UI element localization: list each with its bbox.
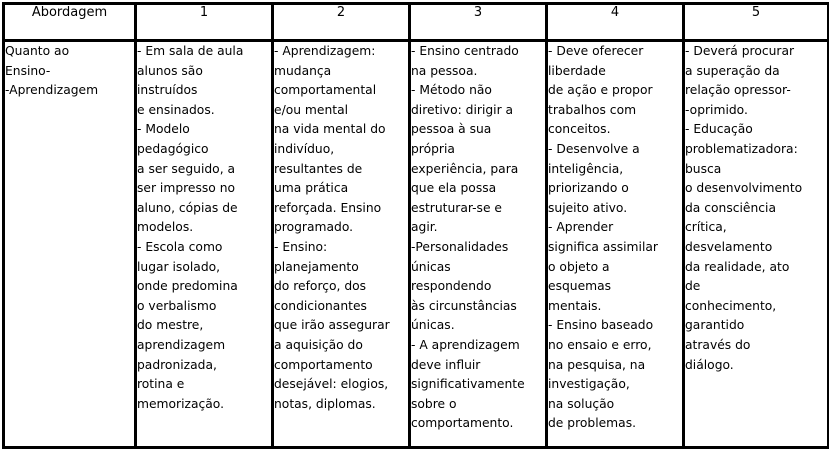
text-line: na pesquisa, na xyxy=(548,357,646,372)
text-line: na pessoa. xyxy=(411,63,478,78)
header-approach-1: 1 xyxy=(136,4,273,41)
approach-3-text xyxy=(411,42,545,434)
text-line: na solução xyxy=(548,396,615,411)
text-line: sobre o xyxy=(411,396,457,411)
text-line: a aquisição do xyxy=(274,337,363,352)
approach-2-cell xyxy=(273,41,410,448)
table-row xyxy=(4,41,829,448)
approach-1-cell xyxy=(136,41,273,448)
header-approach-3: 3 xyxy=(410,4,547,41)
text-line: - A aprendizagem xyxy=(411,337,520,352)
text-line: - Aprendizagem: xyxy=(274,44,376,58)
text-line: diretivo: dirigir a xyxy=(411,102,514,117)
text-line: ser impresso no xyxy=(137,181,236,196)
text-line: -Aprendizagem xyxy=(5,83,99,98)
text-line: no ensaio e erro, xyxy=(548,337,652,352)
text-line: Quanto ao xyxy=(5,44,70,58)
text-line: diálogo. xyxy=(685,357,734,372)
text-line: padronizada, xyxy=(137,357,217,372)
text-line: mudança xyxy=(274,63,332,78)
text-line: o verbalismo xyxy=(137,298,217,313)
text-line: alunos são xyxy=(137,63,203,78)
text-line: e ensinados. xyxy=(137,102,215,117)
text-line: - Método não xyxy=(411,83,492,98)
text-line: onde predomina xyxy=(137,279,238,294)
approach-2-text xyxy=(274,42,408,414)
text-line: que irão assegurar xyxy=(274,318,390,333)
text-line: únicas. xyxy=(411,318,455,333)
text-line: às circunstâncias xyxy=(411,298,517,313)
text-line: condicionantes xyxy=(274,298,367,313)
text-line: o objeto a xyxy=(548,259,610,274)
text-line: - Em sala de aula xyxy=(137,44,244,58)
text-line: - Deverá procurar xyxy=(685,44,795,58)
text-line: do mestre, xyxy=(137,318,204,333)
text-line: - Ensino: xyxy=(274,239,328,254)
text-line: - Aprender xyxy=(548,220,614,235)
text-line: a ser seguido, a xyxy=(137,161,236,176)
text-line: comportamental xyxy=(274,83,377,98)
header-approach-2: 2 xyxy=(273,4,410,41)
text-line: que ela possa xyxy=(411,181,497,196)
text-line: pedagógico xyxy=(137,141,209,156)
text-line: através do xyxy=(685,337,751,352)
text-line: de problemas. xyxy=(548,416,637,431)
row-label xyxy=(5,42,134,101)
text-line: significa assimilar xyxy=(548,239,658,254)
approach-5-text xyxy=(685,42,827,375)
text-line: da consciência xyxy=(685,200,776,215)
text-line: - Escola como xyxy=(137,239,223,254)
text-line: deve influir xyxy=(411,357,481,372)
text-line: desejável: elogios, xyxy=(274,377,389,392)
text-line: significativamente xyxy=(411,377,525,392)
text-line: a superação da xyxy=(685,63,780,78)
text-line: experiência, para xyxy=(411,161,519,176)
text-line: relação opressor- xyxy=(685,83,791,98)
text-line: e/ou mental xyxy=(274,102,349,117)
text-line: - Ensino baseado xyxy=(548,318,654,333)
text-line: da realidade, ato xyxy=(685,259,790,274)
approach-1-text xyxy=(137,42,271,414)
text-line: reforçada. Ensino xyxy=(274,200,382,215)
row-label-cell xyxy=(4,41,136,448)
text-line: aprendizagem xyxy=(137,337,226,352)
text-line: do reforço, dos xyxy=(274,279,367,294)
text-line: crítica, xyxy=(685,220,727,235)
text-line: na vida mental do xyxy=(274,122,386,137)
approaches-table xyxy=(2,2,829,449)
text-line: trabalhos com xyxy=(548,102,637,117)
text-line: comportamento. xyxy=(411,416,514,431)
text-line: conceitos. xyxy=(548,122,611,137)
text-line: estruturar-se e xyxy=(411,200,503,215)
text-line: conhecimento, xyxy=(685,298,777,313)
text-line: - Ensino centrado xyxy=(411,44,519,58)
text-line: indivíduo, xyxy=(274,141,335,156)
approach-4-text xyxy=(548,42,682,434)
text-line: problematizadora: xyxy=(685,141,798,156)
header-row xyxy=(4,4,829,41)
text-line: Ensino- xyxy=(5,63,51,78)
text-line: comportamento xyxy=(274,357,373,372)
text-line: esquemas xyxy=(548,279,612,294)
text-line: mentais. xyxy=(548,298,602,313)
text-line: modelos. xyxy=(137,220,194,235)
header-abordagem: Abordagem xyxy=(4,4,136,41)
text-line: busca xyxy=(685,161,722,176)
text-line: - Desenvolve a xyxy=(548,141,640,156)
approach-4-cell xyxy=(547,41,684,448)
text-line: própria xyxy=(411,141,455,156)
text-line: instruídos xyxy=(137,83,198,98)
text-line: de xyxy=(685,279,701,294)
text-line: uma prática xyxy=(274,181,349,196)
text-line: únicas xyxy=(411,259,451,274)
text-line: sujeito ativo. xyxy=(548,200,628,215)
text-line: desvelamento xyxy=(685,239,773,254)
text-line: - Deve oferecer xyxy=(548,44,644,58)
text-line: liberdade xyxy=(548,63,606,78)
text-line: garantido xyxy=(685,318,745,333)
approach-3-cell xyxy=(410,41,547,448)
text-line: planejamento xyxy=(274,259,359,274)
text-line: - Educação xyxy=(685,122,753,137)
text-line: priorizando o xyxy=(548,181,629,196)
text-line: memorização. xyxy=(137,396,225,411)
text-line: agir. xyxy=(411,220,438,235)
text-line: notas, diplomas. xyxy=(274,396,376,411)
text-line: aluno, cópias de xyxy=(137,200,238,215)
text-line: - Modelo xyxy=(137,122,190,137)
text-line: respondendo xyxy=(411,279,492,294)
text-line: -oprimido. xyxy=(685,102,748,117)
text-line: pessoa à sua xyxy=(411,122,492,137)
text-line: lugar isolado, xyxy=(137,259,221,274)
text-line: o desenvolvimento xyxy=(685,181,803,196)
text-line: inteligência, xyxy=(548,161,624,176)
header-approach-4: 4 xyxy=(547,4,684,41)
text-line: investigação, xyxy=(548,377,630,392)
text-line: de ação e propor xyxy=(548,83,653,98)
header-approach-5: 5 xyxy=(684,4,829,41)
text-line: -Personalidades xyxy=(411,239,509,254)
text-line: rotina e xyxy=(137,377,185,392)
text-line: programado. xyxy=(274,220,354,235)
text-line: resultantes de xyxy=(274,161,363,176)
approach-5-cell xyxy=(684,41,829,448)
